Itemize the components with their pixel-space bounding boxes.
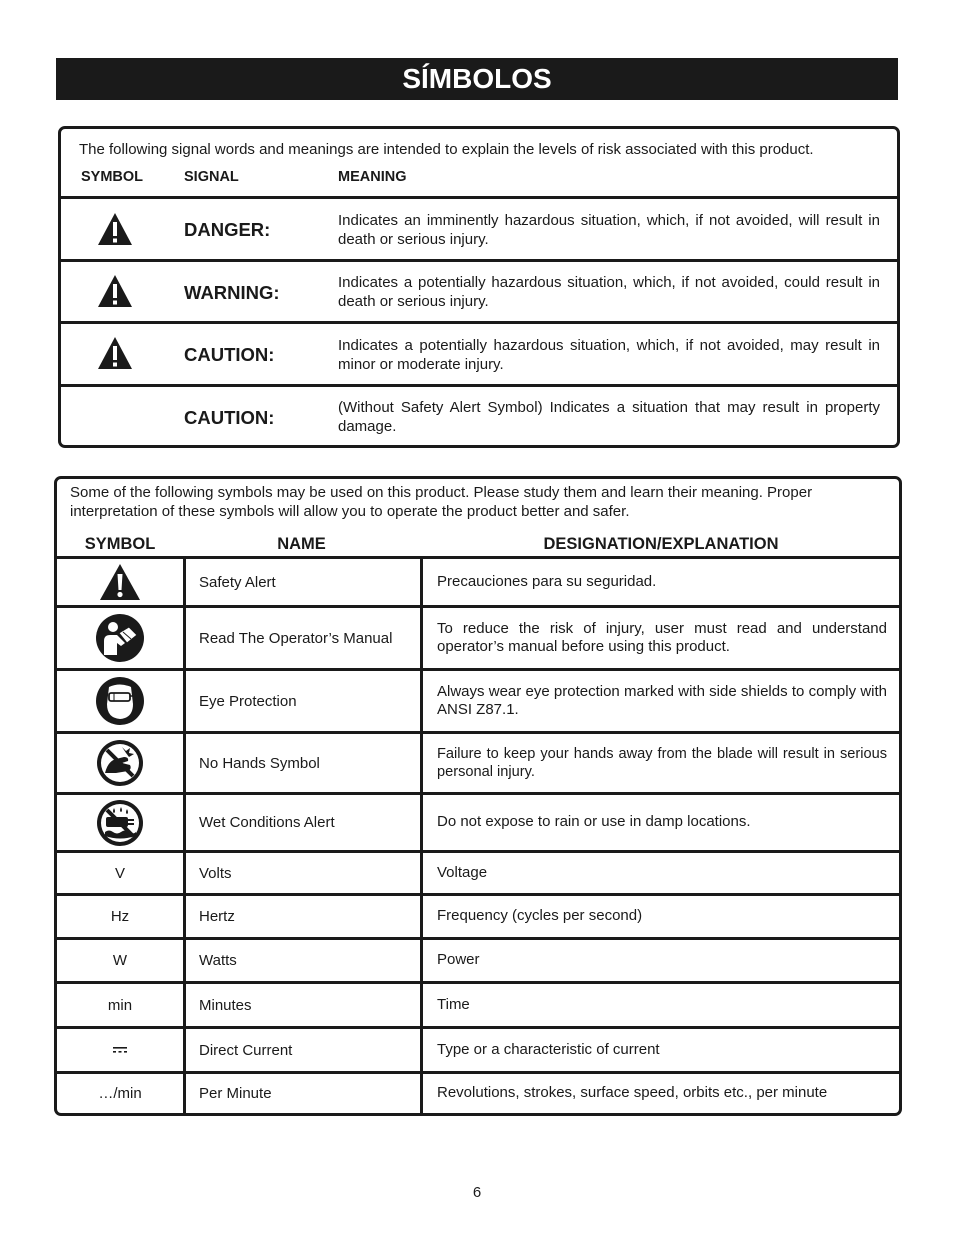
- safety-alert-triangle-icon: [97, 212, 133, 246]
- signal-word: CAUTION:: [184, 344, 275, 365]
- safety-alert-triangle-icon: [97, 336, 133, 370]
- header-symbol: SYMBOL: [81, 169, 144, 185]
- header-explanation: DESIGNATION/EXPLANATION: [543, 535, 779, 553]
- signal-meaning: Indicates a potentially hazardous situation, which, if not avoided, may result in minor or moderate injury.: [338, 337, 880, 373]
- symbol-text: W: [112, 952, 128, 969]
- symbol-explanation: Revolutions, strokes, surface speed, orbits etc., per minute: [437, 1084, 828, 1102]
- symbol-text: Hz: [110, 908, 130, 925]
- symbol-name: Hertz: [199, 908, 235, 925]
- symbols-table-box: [54, 476, 902, 1116]
- table-row: [57, 792, 899, 850]
- symbol-name: Read The Operator’s Manual: [199, 629, 393, 647]
- signal-meaning: Indicates an imminently hazardous situation, which, if not avoided, will result in death or serious injury.: [338, 212, 880, 248]
- header-name: NAME: [277, 535, 326, 553]
- table-row: [57, 850, 899, 893]
- page-title: SÍMBOLOS: [56, 58, 898, 100]
- symbol-explanation: Power: [437, 951, 480, 969]
- table-row: [57, 1026, 899, 1071]
- table-row: [57, 605, 899, 668]
- signal-word: DANGER:: [184, 219, 271, 240]
- symbol-name: Wet Conditions Alert: [199, 814, 335, 831]
- symbol-explanation: Precauciones para su seguridad.: [437, 572, 657, 590]
- no-hands-icon: [57, 734, 183, 792]
- signal-intro: The following signal words and meanings are intended to explain the levels of risk associated with this product.: [79, 141, 814, 158]
- symbol-name: Watts: [199, 952, 237, 969]
- symbol-name: Eye Protection: [199, 692, 297, 710]
- signal-word: CAUTION:: [184, 407, 275, 428]
- table-row: [57, 893, 899, 937]
- header-meaning: MEANING: [338, 169, 407, 185]
- table-row: [57, 556, 899, 605]
- signal-row-caution: [61, 321, 897, 384]
- symbol-explanation: Do not expose to rain or use in damp locations.: [437, 813, 751, 831]
- table-row: [57, 731, 899, 792]
- symbol-name: Per Minute: [199, 1085, 272, 1102]
- table-row: [57, 668, 899, 731]
- header-signal: SIGNAL: [184, 169, 239, 185]
- symbol-text: …/min: [98, 1085, 142, 1102]
- table-row: [57, 981, 899, 1026]
- read-manual-icon: [57, 608, 183, 668]
- direct-current-icon: [57, 1029, 183, 1071]
- header-symbol: SYMBOL: [84, 535, 156, 553]
- symbol-name: No Hands Symbol: [199, 754, 320, 772]
- signal-row-caution-property: [61, 384, 897, 445]
- signal-meaning: Indicates a potentially hazardous situation, which, if not avoided, could result in death or serious injury.: [338, 274, 880, 310]
- symbol-explanation: Failure to keep your hands away from the blade will result in serious personal injury.: [437, 745, 887, 780]
- safety-alert-icon: [57, 559, 183, 605]
- table-row: [57, 1071, 899, 1113]
- eye-protection-icon: [57, 671, 183, 731]
- table-row: [57, 937, 899, 981]
- signal-row-danger: [61, 196, 897, 259]
- safety-alert-triangle-icon: [97, 274, 133, 308]
- symbol-text: min: [107, 996, 133, 1014]
- symbol-explanation: Type or a characteristic of current: [437, 1040, 660, 1058]
- symbols-intro: Some of the following symbols may be used on this product. Please study them and learn their meaning. Proper interpretation of these symbols will allow you to operate the product better and safer.: [70, 484, 813, 520]
- page-number: 6: [472, 1184, 482, 1201]
- symbol-explanation: To reduce the risk of injury, user must read and understand operator’s manual before using this product.: [437, 619, 887, 655]
- symbol-explanation: Time: [437, 995, 470, 1013]
- symbol-name: Direct Current: [199, 1041, 293, 1059]
- wet-conditions-icon: [57, 795, 183, 850]
- symbol-explanation: Always wear eye protection marked with side shields to comply with ANSI Z87.1.: [437, 682, 887, 718]
- symbol-name: Minutes: [199, 996, 252, 1014]
- symbol-name: Safety Alert: [199, 573, 276, 591]
- symbol-explanation: Voltage: [437, 863, 488, 881]
- symbol-text: V: [114, 864, 125, 882]
- symbol-explanation: Frequency (cycles per second): [437, 907, 643, 925]
- signal-row-warning: [61, 259, 897, 321]
- signal-meaning: (Without Safety Alert Symbol) Indicates a situation that may result in property damage.: [338, 399, 880, 435]
- signal-word: WARNING:: [184, 282, 280, 303]
- signal-words-box: [58, 126, 900, 448]
- symbol-name: Volts: [199, 864, 232, 882]
